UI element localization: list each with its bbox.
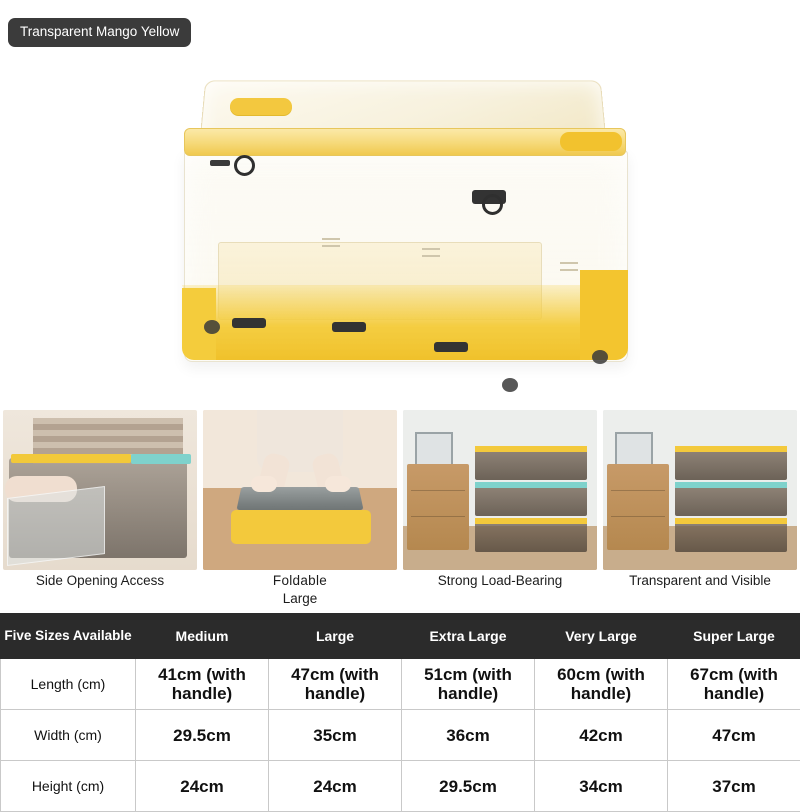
yellow-trim-shape (675, 518, 787, 524)
cell-length-extra-large: 51cm (with handle) (402, 659, 535, 710)
teal-trim-shape (675, 482, 787, 488)
bottom-latch-icon (332, 322, 366, 332)
transparent-photo (603, 410, 797, 570)
latch-clip-icon (210, 160, 230, 166)
cell-length-super-large: 67cm (with handle) (668, 659, 800, 710)
cell-length-very-large: 60cm (with handle) (535, 659, 668, 710)
table-row (1, 710, 800, 761)
feature-caption: Foldable (200, 572, 400, 589)
yellow-trim-shape (475, 446, 587, 452)
size-table-section (0, 613, 800, 800)
cell-width-extra-large: 36cm (402, 710, 535, 761)
feature-subcaption: Large (200, 590, 400, 607)
table-column-header: Large (269, 614, 402, 659)
feature-caption: Strong Load-Bearing (400, 572, 600, 589)
latch-ring-icon (234, 155, 255, 176)
cell-height-very-large: 34cm (535, 761, 668, 812)
wheel-icon (502, 378, 518, 392)
feature-strip (0, 410, 800, 615)
product-image (172, 70, 642, 395)
cabinet-shape (407, 464, 469, 550)
yellow-base-shape (231, 510, 371, 544)
table-corner-label: Five Sizes Available (1, 614, 136, 659)
cell-width-very-large: 42cm (535, 710, 668, 761)
table-row (1, 659, 800, 710)
cabinet-line (611, 490, 665, 491)
side-opening-photo (3, 410, 197, 570)
feature-item-side-opening (0, 410, 200, 615)
box-drawer (475, 448, 587, 480)
row-label-length: Length (cm) (1, 659, 136, 710)
hand-left-shape (251, 476, 277, 492)
row-label-width: Width (cm) (1, 710, 136, 761)
yellow-trim-shape (675, 446, 787, 452)
color-variant-badge: Transparent Mango Yellow (8, 18, 191, 47)
yellow-trim-shape (11, 454, 131, 463)
feature-item-foldable (200, 410, 400, 615)
cell-height-medium: 24cm (136, 761, 269, 812)
cell-width-super-large: 47cm (668, 710, 800, 761)
table-column-header: Medium (136, 614, 269, 659)
picture-frame-shape (615, 432, 653, 468)
table-column-header: Extra Large (402, 614, 535, 659)
side-door-shape (7, 486, 105, 566)
table-header-row (1, 614, 800, 659)
box-drawer (675, 448, 787, 480)
cell-length-medium: 41cm (with handle) (136, 659, 269, 710)
cell-height-extra-large: 29.5cm (402, 761, 535, 812)
bottom-latch-icon (434, 342, 468, 352)
box-drawer (475, 520, 587, 552)
lid-handle-right (560, 132, 622, 151)
table-column-header: Very Large (535, 614, 668, 659)
feature-item-load-bearing (400, 410, 600, 615)
size-specification-table (0, 613, 800, 812)
feature-item-transparent (600, 410, 800, 615)
hand-right-shape (325, 476, 351, 492)
teal-trim-shape (131, 454, 191, 464)
cell-height-large: 24cm (269, 761, 402, 812)
cell-length-large: 47cm (with handle) (269, 659, 402, 710)
table-row (1, 761, 800, 812)
cell-width-large: 35cm (269, 710, 402, 761)
hinge-icon (560, 262, 578, 271)
cabinet-line (611, 516, 665, 517)
yellow-trim-shape (475, 518, 587, 524)
hinge-icon (422, 248, 440, 257)
lid-handle-left (230, 98, 292, 115)
stacked-boxes-shape (675, 444, 787, 552)
cabinet-shape (607, 464, 669, 550)
box-drawer (675, 520, 787, 552)
cabinet-line (411, 490, 465, 491)
wheel-icon (204, 320, 220, 334)
box-drawer (475, 484, 587, 516)
front-latch-ring-icon (482, 194, 503, 215)
stacked-boxes-shape (475, 444, 587, 552)
cabinet-line (411, 516, 465, 517)
table-column-header: Super Large (668, 614, 800, 659)
table-header (1, 614, 800, 659)
load-bearing-photo (403, 410, 597, 570)
feature-caption: Side Opening Access (0, 572, 200, 589)
wheel-icon (592, 350, 608, 364)
table-body (1, 659, 800, 812)
row-label-height: Height (cm) (1, 761, 136, 812)
foldable-photo (203, 410, 397, 570)
box-base-right (580, 270, 628, 360)
cell-height-super-large: 37cm (668, 761, 800, 812)
feature-caption: Transparent and Visible (600, 572, 800, 589)
picture-frame-shape (415, 432, 453, 468)
cell-width-medium: 29.5cm (136, 710, 269, 761)
hinge-icon (322, 238, 340, 247)
teal-trim-shape (475, 482, 587, 488)
box-drawer (675, 484, 787, 516)
bottom-latch-icon (232, 318, 266, 328)
